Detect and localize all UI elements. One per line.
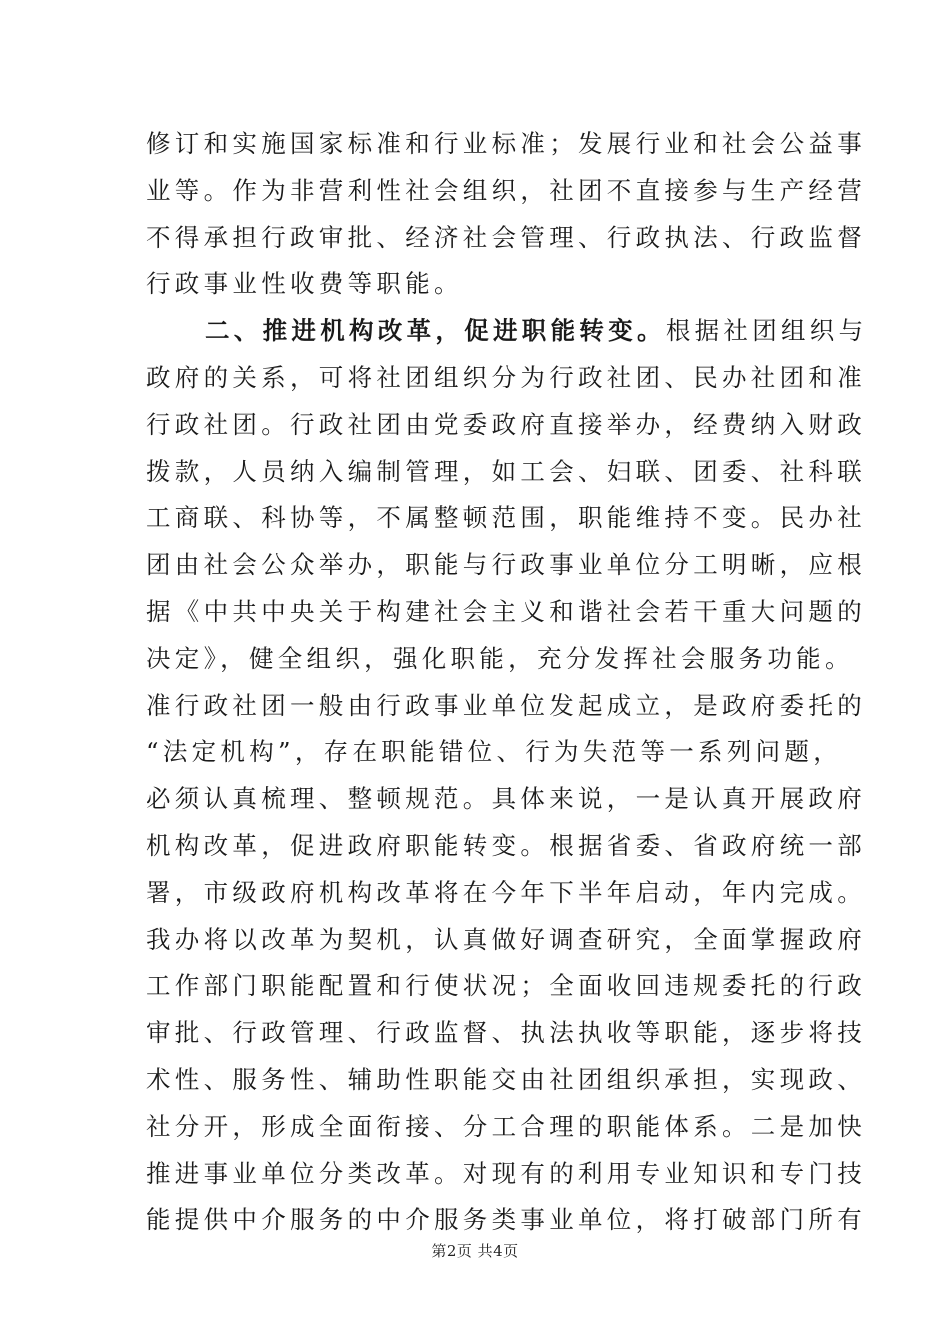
text-line: 推进事业单位分类改革。对现有的利用专业知识和专门技 bbox=[146, 1158, 866, 1188]
text-line: “法定机构”，存在职能错位、行为失范等一系列问题， bbox=[146, 737, 843, 767]
text-line: 审批、行政管理、行政监督、执法执收等职能，逐步将技 bbox=[146, 1018, 866, 1048]
text-line: 术性、服务性、辅助性职能交由社团组织承担，实现政、 bbox=[146, 1064, 866, 1094]
text-line: 业等。作为非营利性社会组织，社团不直接参与生产经营 bbox=[146, 175, 866, 205]
text-line: 决定》，健全组织，强化职能，充分发挥社会服务功能。 bbox=[146, 643, 854, 673]
text-line: 拨款，人员纳入编制管理，如工会、妇联、团委、社科联 bbox=[146, 456, 866, 486]
text-line: 行政事业性收费等职能。 bbox=[146, 269, 463, 299]
text-line: 署，市级政府机构改革将在今年下半年启动，年内完成。 bbox=[146, 877, 866, 907]
text-line: 工作部门职能配置和行使状况；全面收回违规委托的行政 bbox=[146, 971, 866, 1001]
text-line: 必须认真梳理、整顿规范。具体来说，一是认真开展政府 bbox=[146, 784, 866, 814]
text-line: 社分开，形成全面衔接、分工合理的职能体系。二是加快 bbox=[146, 1111, 866, 1141]
text-line: 机构改革，促进政府职能转变。根据省委、省政府统一部 bbox=[146, 830, 866, 860]
text-line: 根据社团组织与 bbox=[665, 316, 868, 346]
section-heading: 二、推进机构改革，促进职能转变。 bbox=[205, 316, 666, 346]
text-line: 行政社团。行政社团由党委政府直接举办，经费纳入财政 bbox=[146, 409, 866, 439]
text-line: 修订和实施国家标准和行业标准；发展行业和社会公益事 bbox=[146, 129, 866, 158]
text-line: 准行政社团一般由行政事业单位发起成立，是政府委托的 bbox=[146, 690, 866, 720]
text-line: 能提供中介服务的中介服务类事业单位，将打破部门所有 bbox=[146, 1205, 866, 1235]
page-number: 第2页 共4页 bbox=[431, 1242, 519, 1260]
text-line: 我办将以改革为契机，认真做好调查研究，全面掌握政府 bbox=[146, 924, 866, 954]
text-line: 据《中共中央关于构建社会主义和谐社会若干重大问题的 bbox=[146, 596, 866, 626]
text-line: 政府的关系，可将社团组织分为行政社团、民办社团和准 bbox=[146, 362, 866, 392]
text-line: 不得承担行政审批、经济社会管理、行政执法、行政监督 bbox=[146, 222, 866, 252]
text-line: 工商联、科协等，不属整顿范围，职能维持不变。民办社 bbox=[146, 503, 866, 533]
text-line: 团由社会公众举办，职能与行政事业单位分工明晰，应根 bbox=[146, 550, 866, 580]
section-heading-line bbox=[146, 308, 868, 355]
body-text bbox=[146, 121, 868, 1244]
